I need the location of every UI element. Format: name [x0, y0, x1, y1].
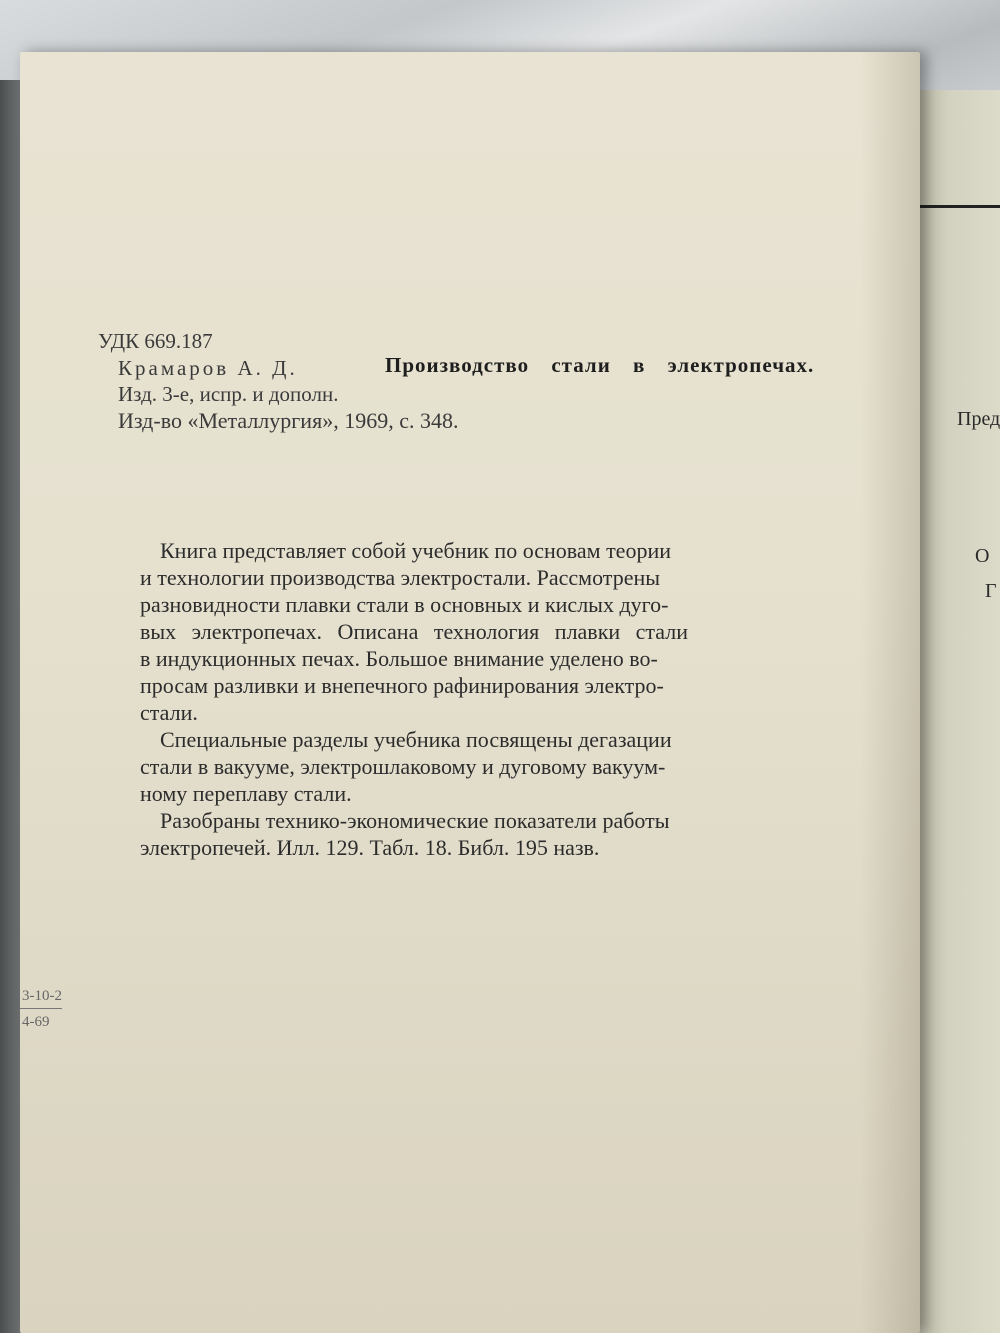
book-page	[20, 52, 920, 1333]
edition-info: Изд. 3-е, испр. и дополн.	[118, 382, 339, 406]
abstract-line: просам разливки и внепечного рафинирования электро-	[140, 673, 664, 698]
page-gutter-shadow	[860, 52, 920, 1333]
udk-code: УДК 669.187	[98, 329, 213, 353]
facing-page-fragment: О	[975, 545, 990, 567]
abstract-line: и технологии производства электростали. Рассмотрены	[140, 565, 661, 590]
abstract-line: ному переплаву стали.	[140, 781, 352, 806]
facing-page-fragment: Пред	[957, 408, 1000, 430]
abstract-line: разновидности плавки стали в основных и кислых дуго-	[140, 592, 669, 617]
abstract-line: стали.	[140, 700, 198, 725]
signature-code-top: 3-10-2	[22, 988, 62, 1004]
signature-code-bottom: 4-69	[22, 1014, 50, 1030]
abstract-line: Книга представляет собой учебник по основам теории	[160, 538, 671, 563]
abstract-line: в индукционных печах. Большое внимание уделено во-	[140, 646, 658, 671]
abstract-line: вых электропечах. Описана технология плавки стали	[140, 619, 689, 644]
book-title: Производство стали в электропечах.	[385, 353, 815, 377]
publisher-info: Изд-во «Металлургия», 1969, с. 348.	[118, 408, 459, 433]
facing-page-rule	[920, 205, 1000, 208]
facing-page	[915, 90, 1000, 1333]
signature-divider	[20, 1008, 62, 1009]
facing-page-fragment: Г	[985, 580, 997, 602]
abstract-line: Специальные разделы учебника посвящены дегазации	[160, 727, 672, 752]
author-name: Крамаров А. Д.	[118, 356, 298, 380]
abstract-line: электропечей. Илл. 129. Табл. 18. Библ. 195 назв.	[140, 835, 600, 860]
abstract-line: стали в вакууме, электрошлаковому и дуговому вакуум-	[140, 754, 666, 779]
abstract-line: Разобраны технико-экономические показатели работы	[160, 808, 670, 833]
